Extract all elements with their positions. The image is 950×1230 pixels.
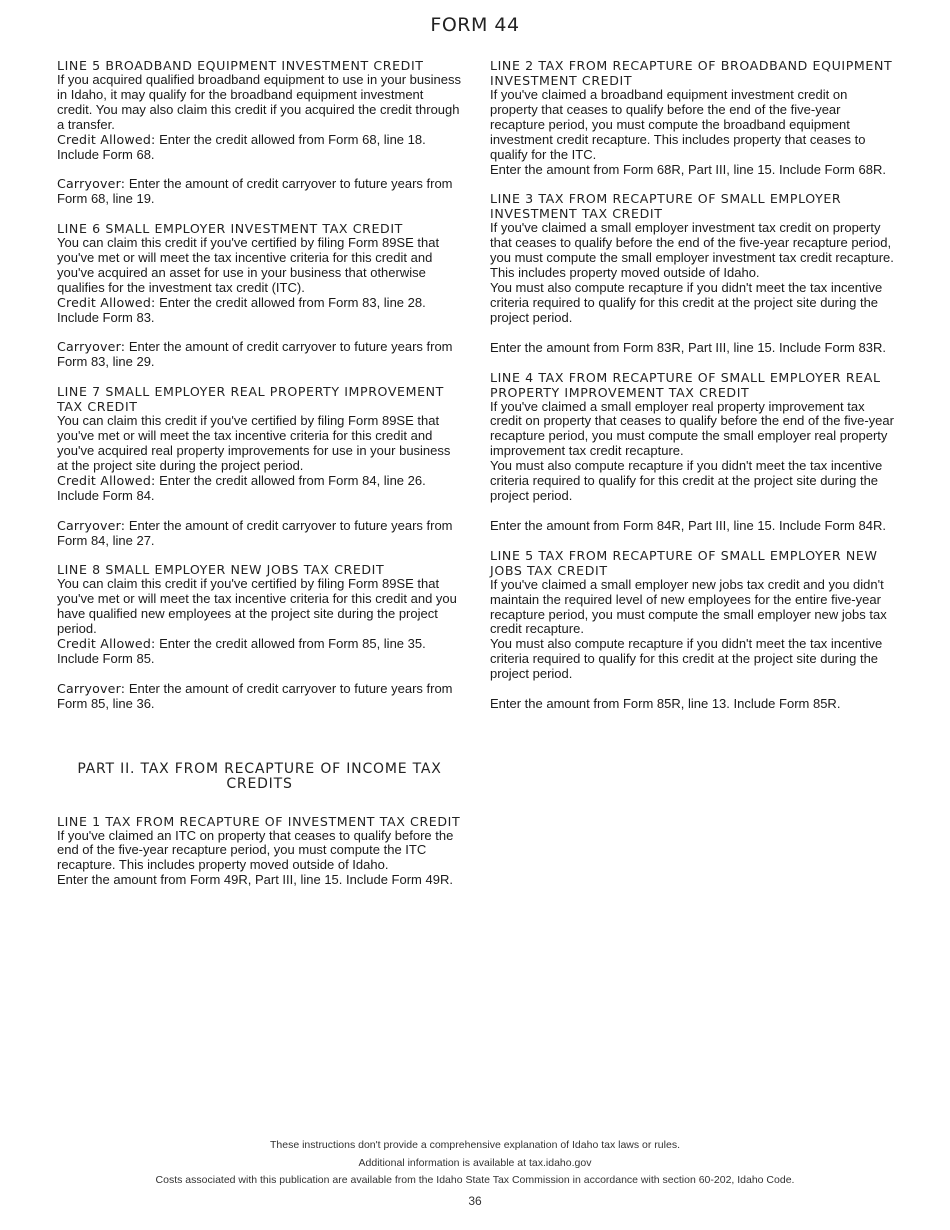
also-compute-paragraph: You must also compute recapture if you didn't meet the tax incentive criteria required to qualify for this credit at the project site during the project period. xyxy=(490,458,883,504)
also-compute-paragraph: You must also compute recapture if you didn't meet the tax incentive criteria required to qualify for this credit at the project site during the project period. xyxy=(490,636,883,682)
credit-allowed-label: Credit Allowed: xyxy=(57,294,156,310)
section-line4-real-property-recapture xyxy=(490,370,895,534)
part-ii-heading: PART II. TAX FROM RECAPTURE OF INCOME TAX CREDITS xyxy=(77,760,442,792)
section-line5-new-jobs-recapture xyxy=(490,548,895,712)
also-compute-paragraph: You must also compute recapture if you didn't meet the tax incentive criteria required to qualify for this credit at the project site during the project period. xyxy=(490,280,883,325)
section-heading: LINE 6 SMALL EMPLOYER INVESTMENT TAX CREDIT xyxy=(57,221,403,237)
carryover-paragraph xyxy=(57,519,462,549)
footer-info-link: Additional information is available at tax.idaho.gov xyxy=(358,1157,592,1169)
carryover-paragraph xyxy=(57,340,462,370)
section-body: If you acquired qualified broadband equipment to use in your business in Idaho, it may qualify for the broadband equipment investment credit. You may also claim this credit if you acquired the credit through a transfer. xyxy=(57,72,461,132)
enter-amount-paragraph: Enter the amount from Form 49R, Part III, line 15. Include Form 49R. xyxy=(57,872,453,888)
section-body: You can claim this credit if you've certified by filing Form 89SE that you've met or will meet the tax incentive criteria for this credit and you've acquired an asset for use in your business that otherwise qualifies for the investment tax credit (ITC). xyxy=(57,235,440,295)
section-line7-real-property xyxy=(57,384,462,548)
page-title: FORM 44 xyxy=(430,14,520,36)
section-heading: LINE 2 TAX FROM RECAPTURE OF BROADBAND EQUIPMENT INVESTMENT CREDIT xyxy=(490,58,893,88)
enter-amount-paragraph: Enter the amount from Form 83R, Part III, line 15. Include Form 83R. xyxy=(490,339,886,355)
credit-allowed-paragraph xyxy=(57,296,462,326)
section-body: If you've claimed a broadband equipment investment credit on property that ceases to qualify before the end of the five-year recapture period, you must compute the broadband equipment investment credit recapture. This includes property that ceases to qualify for the ITC. xyxy=(490,87,866,162)
section-body: If you've claimed a small employer new jobs tax credit and you didn't maintain the required level of new employees for the entire five-year recapture period, you must compute the small employer new jobs tax credit recapture. xyxy=(490,576,887,637)
section-body: You can claim this credit if you've certified by filing Form 89SE that you've met or will meet the tax incentive criteria for this credit and you've acquired real property improvements for use in your business at the project site during the project period. xyxy=(57,413,451,473)
section-heading: LINE 1 TAX FROM RECAPTURE OF INVESTMENT TAX CREDIT xyxy=(57,813,461,829)
section-body: You can claim this credit if you've certified by filing Form 89SE that you've met or will meet the tax incentive criteria for this credit and you have qualified new employees at the project site during the project period. xyxy=(57,576,457,637)
credit-allowed-paragraph xyxy=(57,133,462,163)
section-line3-small-employer-investment-recapture xyxy=(490,191,895,355)
carryover-label: Carryover: xyxy=(57,680,126,696)
section-line5-broadband-credit xyxy=(57,58,462,207)
carryover-label: Carryover: xyxy=(57,339,126,355)
section-heading: LINE 5 TAX FROM RECAPTURE OF SMALL EMPLOYER NEW JOBS TAX CREDIT xyxy=(490,547,878,578)
section-heading: LINE 4 TAX FROM RECAPTURE OF SMALL EMPLOYER REAL PROPERTY IMPROVEMENT TAX CREDIT xyxy=(490,369,881,400)
carryover-paragraph xyxy=(57,177,462,207)
enter-amount-paragraph: Enter the amount from Form 85R, line 13. Include Form 85R. xyxy=(490,695,841,711)
credit-allowed-text: Enter the credit allowed from Form 68, line 18. Include Form 68. xyxy=(57,131,426,162)
section-line8-new-jobs xyxy=(57,562,462,711)
right-column xyxy=(490,58,895,726)
section-heading: LINE 7 SMALL EMPLOYER REAL PROPERTY IMPROVEMENT TAX CREDIT xyxy=(57,384,444,415)
credit-allowed-label: Credit Allowed: xyxy=(57,131,156,147)
credit-allowed-paragraph xyxy=(57,474,462,504)
left-column xyxy=(57,58,462,902)
section-line2-broadband-recapture xyxy=(490,58,895,177)
carryover-text: Enter the amount of credit carryover to future years from Form 85, line 36. xyxy=(57,680,453,711)
page-number: 36 xyxy=(468,1194,482,1208)
enter-amount-paragraph: Enter the amount from Form 68R, Part III, line 15. Include Form 68R. xyxy=(490,161,886,177)
section-heading: LINE 8 SMALL EMPLOYER NEW JOBS TAX CREDIT xyxy=(57,562,385,578)
section-body: If you've claimed a small employer real property improvement tax credit on property that ceases to qualify before the end of the five-year recapture period, you must compute the small employer real property improvement tax credit recapture. xyxy=(490,398,894,459)
footer-costs-note: Costs associated with this publication are available from the Idaho State Tax Commission in accordance with section 60-202, Idaho Code. xyxy=(155,1174,795,1186)
section-body: If you've claimed an ITC on property that ceases to qualify before the end of the five-year recapture period, you must compute the ITC recapture. This includes property moved outside of Idaho. xyxy=(57,827,454,873)
carryover-label: Carryover: xyxy=(57,517,126,533)
section-line6-small-employer-investment xyxy=(57,221,462,370)
credit-allowed-label: Credit Allowed: xyxy=(57,636,156,652)
enter-amount-paragraph: Enter the amount from Form 84R, Part III, line 15. Include Form 84R. xyxy=(490,517,886,533)
credit-allowed-label: Credit Allowed: xyxy=(57,472,156,488)
credit-allowed-text: Enter the credit allowed from Form 85, line 35. Include Form 85. xyxy=(57,636,426,666)
section-heading: LINE 5 BROADBAND EQUIPMENT INVESTMENT CREDIT xyxy=(57,58,424,73)
credit-allowed-text: Enter the credit allowed from Form 84, line 26. Include Form 84. xyxy=(57,472,426,503)
carryover-paragraph xyxy=(57,682,462,712)
footer-disclaimer: These instructions don't provide a comprehensive explanation of Idaho tax laws or rules. xyxy=(270,1139,680,1151)
carryover-text: Enter the amount of credit carryover to future years from Form 68, line 19. xyxy=(57,176,453,207)
section-part2-line1-itc-recapture xyxy=(57,814,462,889)
section-heading: LINE 3 TAX FROM RECAPTURE OF SMALL EMPLOYER INVESTMENT TAX CREDIT xyxy=(490,191,842,222)
section-body: If you've claimed a small employer investment tax credit on property that ceases to qualify before the end of the five-year recapture period, you must compute the small employer investment tax credit recapture. This includes property moved outside of Idaho. xyxy=(490,220,894,281)
credit-allowed-text: Enter the credit allowed from Form 83, line 28. Include Form 83. xyxy=(57,294,426,325)
carryover-label: Carryover: xyxy=(57,176,126,192)
carryover-text: Enter the amount of credit carryover to future years from Form 83, line 29. xyxy=(57,339,453,370)
credit-allowed-paragraph xyxy=(57,637,462,667)
carryover-text: Enter the amount of credit carryover to future years from Form 84, line 27. xyxy=(57,517,453,548)
